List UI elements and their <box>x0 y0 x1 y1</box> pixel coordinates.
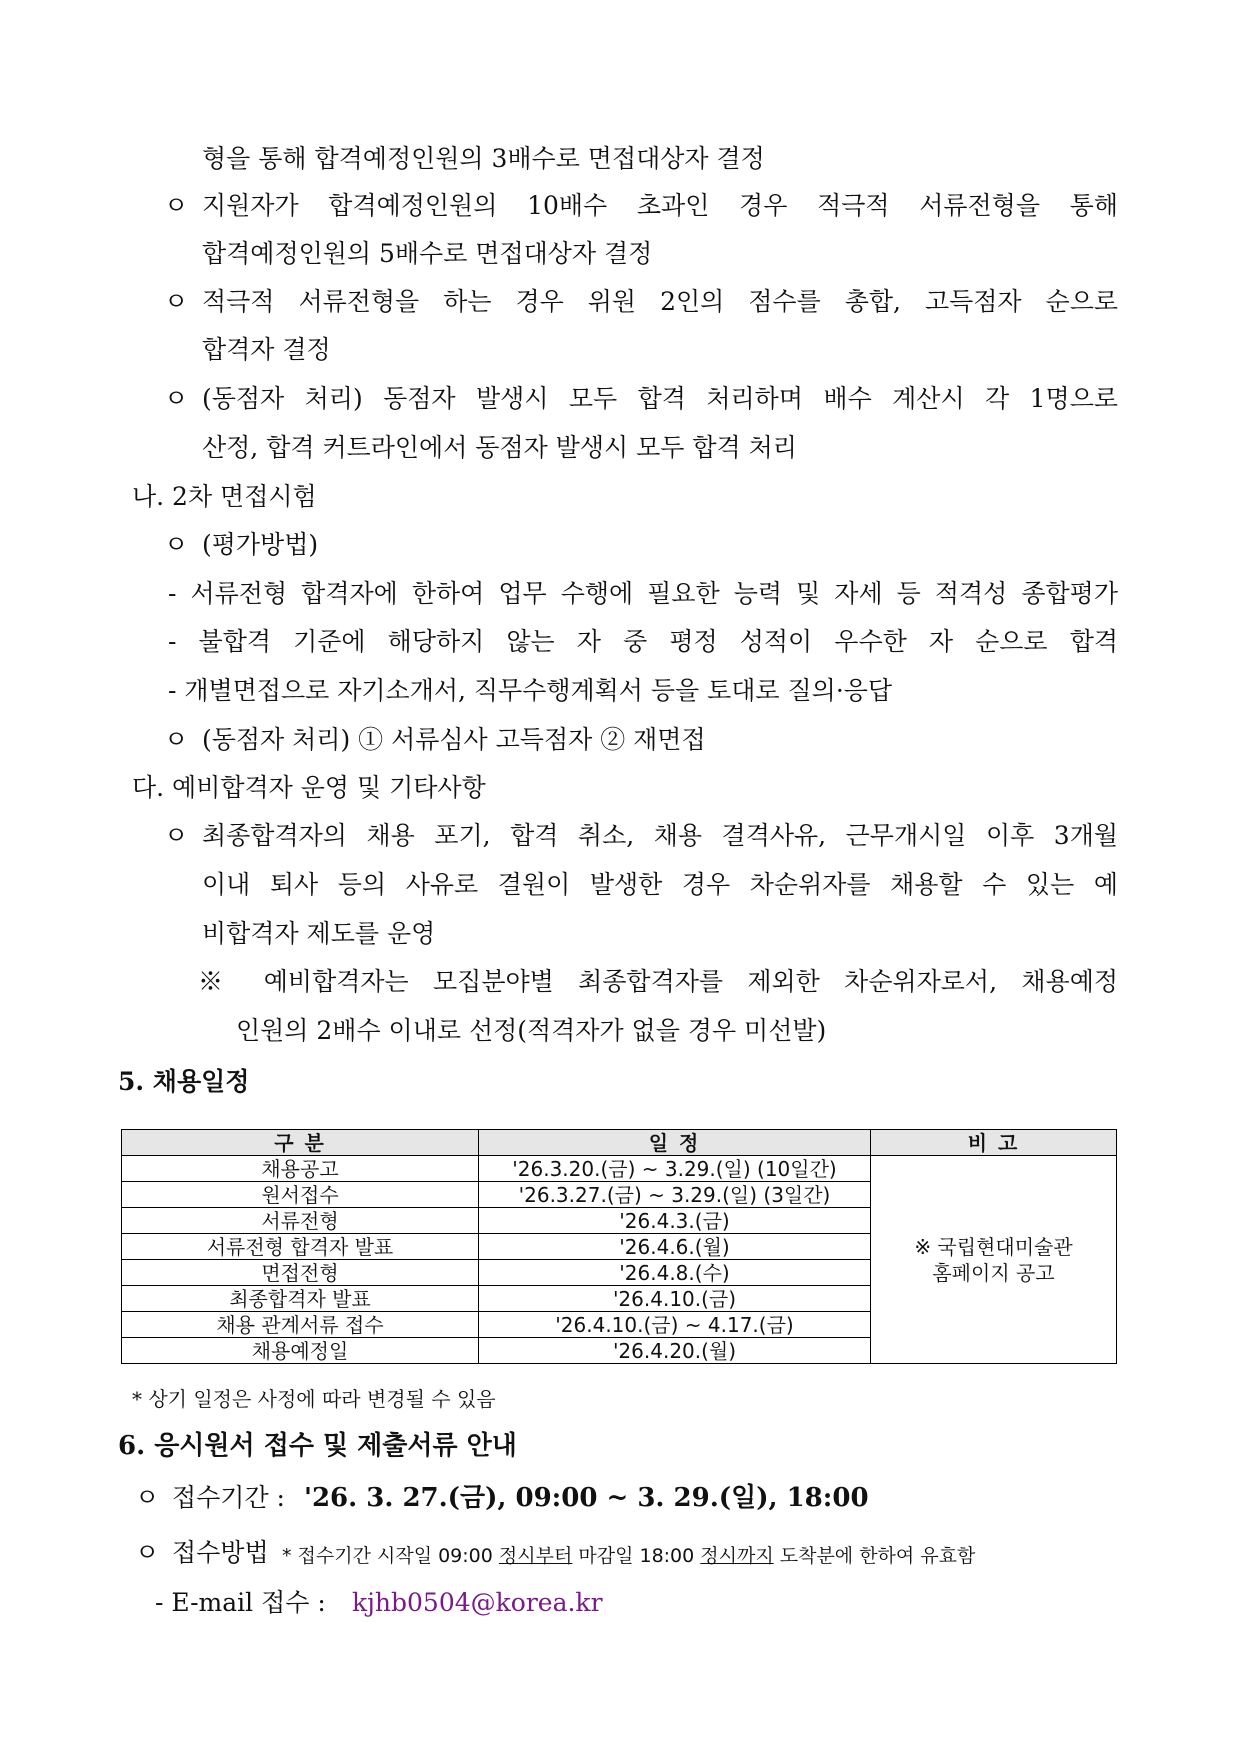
line-continuation: 형을 통해 합격예정인원의 3배수로 면접대상자 결정 <box>202 144 765 173</box>
bullet-1-line-2: 합격예정인원의 5배수로 면접대상자 결정 <box>202 239 653 268</box>
email-label: - E-mail 접수 : <box>155 1588 326 1617</box>
method-note-b: 정시부터 <box>498 1545 573 1567</box>
bullet-period: ㅇ <box>135 1483 160 1512</box>
schedule-footnote: * 상기 일정은 사정에 따라 변경될 수 있음 <box>132 1387 496 1411</box>
table-row <box>122 1156 1117 1182</box>
method-note-e: 도착분에 한하여 유효함 <box>779 1545 976 1567</box>
bullet-na-2: ㅇ <box>164 725 189 754</box>
method-note <box>282 1540 975 1572</box>
section-da-note-2: 인원의 2배수 이내로 선정(적격자가 없을 경우 미선발) <box>236 1016 827 1045</box>
section-na-dash-3: - 개별면접으로 자기소개서, 직무수행계획서 등을 토대로 질의·응답 <box>168 676 893 705</box>
section-na-title: 나. 2차 면접시험 <box>132 482 317 511</box>
remarks-cell <box>871 1156 1117 1364</box>
header-schedule: 일 정 <box>479 1130 871 1156</box>
section-na-dash-1: - 서류전형 합격자에 한하여 업무 수행에 필요한 능력 및 자세 등 적격성 종합평가 <box>168 579 1118 608</box>
section-5-title: 5. 채용일정 <box>118 1067 250 1096</box>
row-date: '26.4.6.(월) <box>479 1234 871 1260</box>
section-na-method: (평가방법) <box>202 530 319 559</box>
section-na-dash-2: - 불합격 기준에 해당하지 않는 자 중 평정 성적이 우수한 자 순으로 합격 <box>168 627 1118 656</box>
row-item: 서류전형 합격자 발표 <box>122 1234 479 1260</box>
bullet-2-line-2: 합격자 결정 <box>202 335 331 364</box>
email-link[interactable]: kjhb0504@korea.kr <box>352 1588 603 1617</box>
period-label: 접수기간 : <box>172 1483 285 1512</box>
schedule-table <box>121 1129 1117 1364</box>
bullet-1-line-1: 지원자가 합격예정인원의 10배수 초과인 경우 적극적 서류전형을 통해 <box>202 191 1118 220</box>
section-da-note-1: ※ 예비합격자는 모집분야별 최종합격자를 제외한 차순위자로서, 채용예정 <box>198 967 1118 996</box>
row-item: 서류전형 <box>122 1208 479 1234</box>
row-date: '26.3.27.(금) ~ 3.29.(일) (3일간) <box>479 1182 871 1208</box>
header-remarks: 비 고 <box>871 1130 1117 1156</box>
row-date: '26.4.3.(금) <box>479 1208 871 1234</box>
bullet-1: ㅇ <box>164 191 189 220</box>
section-6-title: 6. 응시원서 접수 및 제출서류 안내 <box>118 1431 517 1461</box>
bullet-3-line-1: (동점자 처리) 동점자 발생시 모두 합격 처리하며 배수 계산시 각 1명으로 <box>202 384 1118 413</box>
header-category: 구 분 <box>122 1130 479 1156</box>
table-header-row <box>122 1130 1117 1156</box>
period-value: '26. 3. 27.(금), 09:00 ~ 3. 29.(일), 18:00 <box>304 1483 869 1513</box>
method-note-c: 마감일 18:00 <box>578 1545 695 1567</box>
method-label: 접수방법 <box>172 1538 269 1567</box>
section-da-line-3: 비합격자 제도를 운영 <box>202 919 436 948</box>
bullet-3: ㅇ <box>164 384 189 413</box>
method-note-d: 정시까지 <box>700 1545 774 1567</box>
method-note-a: * 접수기간 시작일 09:00 <box>282 1545 493 1567</box>
row-date: '26.4.8.(수) <box>479 1260 871 1286</box>
row-date: '26.3.20.(금) ~ 3.29.(일) (10일간) <box>479 1156 871 1182</box>
row-date: '26.4.20.(월) <box>479 1338 871 1364</box>
row-item: 채용예정일 <box>122 1338 479 1364</box>
row-date: '26.4.10.(금) ~ 4.17.(금) <box>479 1312 871 1338</box>
row-item: 채용공고 <box>122 1156 479 1182</box>
remarks-line-1: ※ 국립현대미술관 <box>914 1234 1073 1259</box>
bullet-da: ㅇ <box>164 821 189 850</box>
section-da-line-1: 최종합격자의 채용 포기, 합격 취소, 채용 결격사유, 근무개시일 이후 3개월 <box>202 821 1118 850</box>
bullet-3-line-2: 산정, 합격 커트라인에서 동점자 발생시 모두 합격 처리 <box>202 433 797 462</box>
bullet-2: ㅇ <box>164 287 189 316</box>
row-item: 원서접수 <box>122 1182 479 1208</box>
section-da-title: 다. 예비합격자 운영 및 기타사항 <box>132 773 486 802</box>
row-date: '26.4.10.(금) <box>479 1286 871 1312</box>
row-item: 최종합격자 발표 <box>122 1286 479 1312</box>
section-na-tie: (동점자 처리) ① 서류심사 고득점자 ② 재면접 <box>202 725 706 754</box>
row-item: 채용 관계서류 접수 <box>122 1312 479 1338</box>
bullet-2-line-1: 적극적 서류전형을 하는 경우 위원 2인의 점수를 총합, 고득점자 순으로 <box>202 287 1118 316</box>
bullet-method: ㅇ <box>135 1538 160 1567</box>
section-da-line-2: 이내 퇴사 등의 사유로 결원이 발생한 경우 차순위자를 채용할 수 있는 예 <box>202 870 1118 899</box>
remarks-line-2: 홈페이지 공고 <box>932 1260 1055 1285</box>
row-item: 면접전형 <box>122 1260 479 1286</box>
bullet-na: ㅇ <box>164 530 189 559</box>
